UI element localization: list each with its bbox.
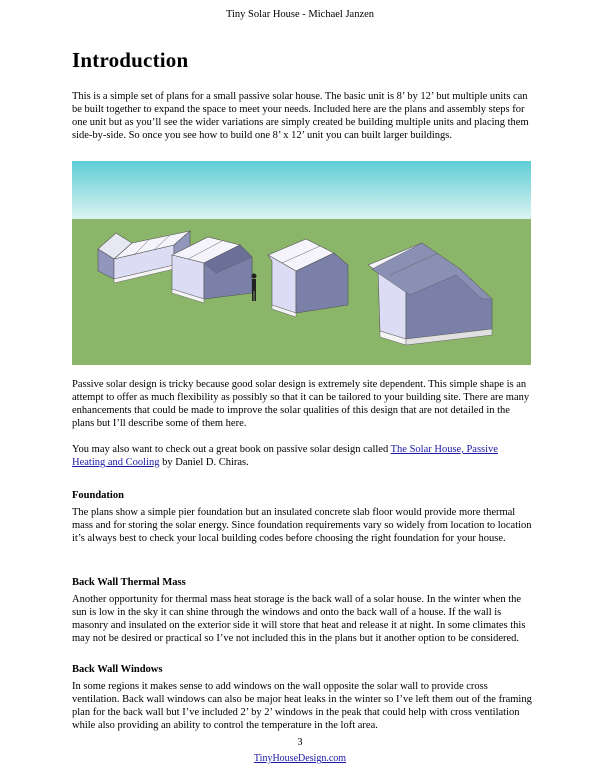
section-heading-back-wall-windows: Back Wall Windows [72, 664, 163, 675]
section-text-foundation: The plans show a simple pier foundation but an insulated concrete slab floor would provide more thermal mass and for storing the solar energy. Since foundation requirements vary so widely from location to location it’s always best to check your local building codes before choosing the right foundation for your house. [72, 507, 532, 544]
page-title: Introduction [72, 48, 189, 72]
passive-solar-paragraph: Passive solar design is tricky because good solar design is extremely site dependent. This simple shape is an attempt to offer as much flexibility as possibly so that it can be tailored to your building site. There are many enhancements that could be made to improve the solar qualities of this design that are not detailed in the plans but I’ll describe some of them here. [72, 379, 530, 429]
book-text-after: by Daniel D. Chiras. [159, 457, 249, 468]
intro-paragraph: This is a simple set of plans for a small passive solar house. The basic unit is 8’ by 12’ but multiple units can be built together to expand the space to meet your needs. Included here are the plans and assembly steps for one unit but as you’ll see the wider variations are simply created be building multiple units and placing them side-by-side. So once you see how to build one 8’ x 12’ unit you can built larger buildings. [72, 91, 529, 141]
section-heading-back-wall-thermal-mass: Back Wall Thermal Mass [72, 577, 186, 588]
book-link[interactable]: The Solar House, Passive Heating and Cooling [72, 444, 498, 468]
running-header: Tiny Solar House - Michael Janzen [225, 9, 375, 20]
solar-houses-illustration [72, 161, 531, 365]
page-number: 3 [297, 737, 303, 748]
book-text-before: You may also want to check out a great book on passive solar design called [72, 444, 391, 455]
section-text-back-wall-windows: In some regions it makes sense to add windows on the wall opposite the solar wall to provide cross ventilation. Back wall windows can also be major heat leaks in the winter so I’ve left them out of the framing plan for the back wall but I’ve included 2’ by 2’ windows in the peak that could help with cross ventilation while also providing an ability to control the temperature in the loft area. [72, 681, 532, 731]
sky [72, 161, 531, 223]
section-text-back-wall-thermal-mass: Another opportunity for thermal mass heat storage is the back wall of a solar house. In the winter when the sun is low in the sky it can shine through the windows and onto the back wall of a house. If the wall is masonry and insulated on the exterior side it will store that heat and release it at night. In some climates this may not be desired or practical so I’ve not included this in the plans but it another option to be considered. [72, 594, 526, 644]
book-paragraph [72, 443, 532, 469]
section-heading-foundation: Foundation [72, 490, 124, 501]
footer-link[interactable]: TinyHouseDesign.com [253, 753, 347, 764]
